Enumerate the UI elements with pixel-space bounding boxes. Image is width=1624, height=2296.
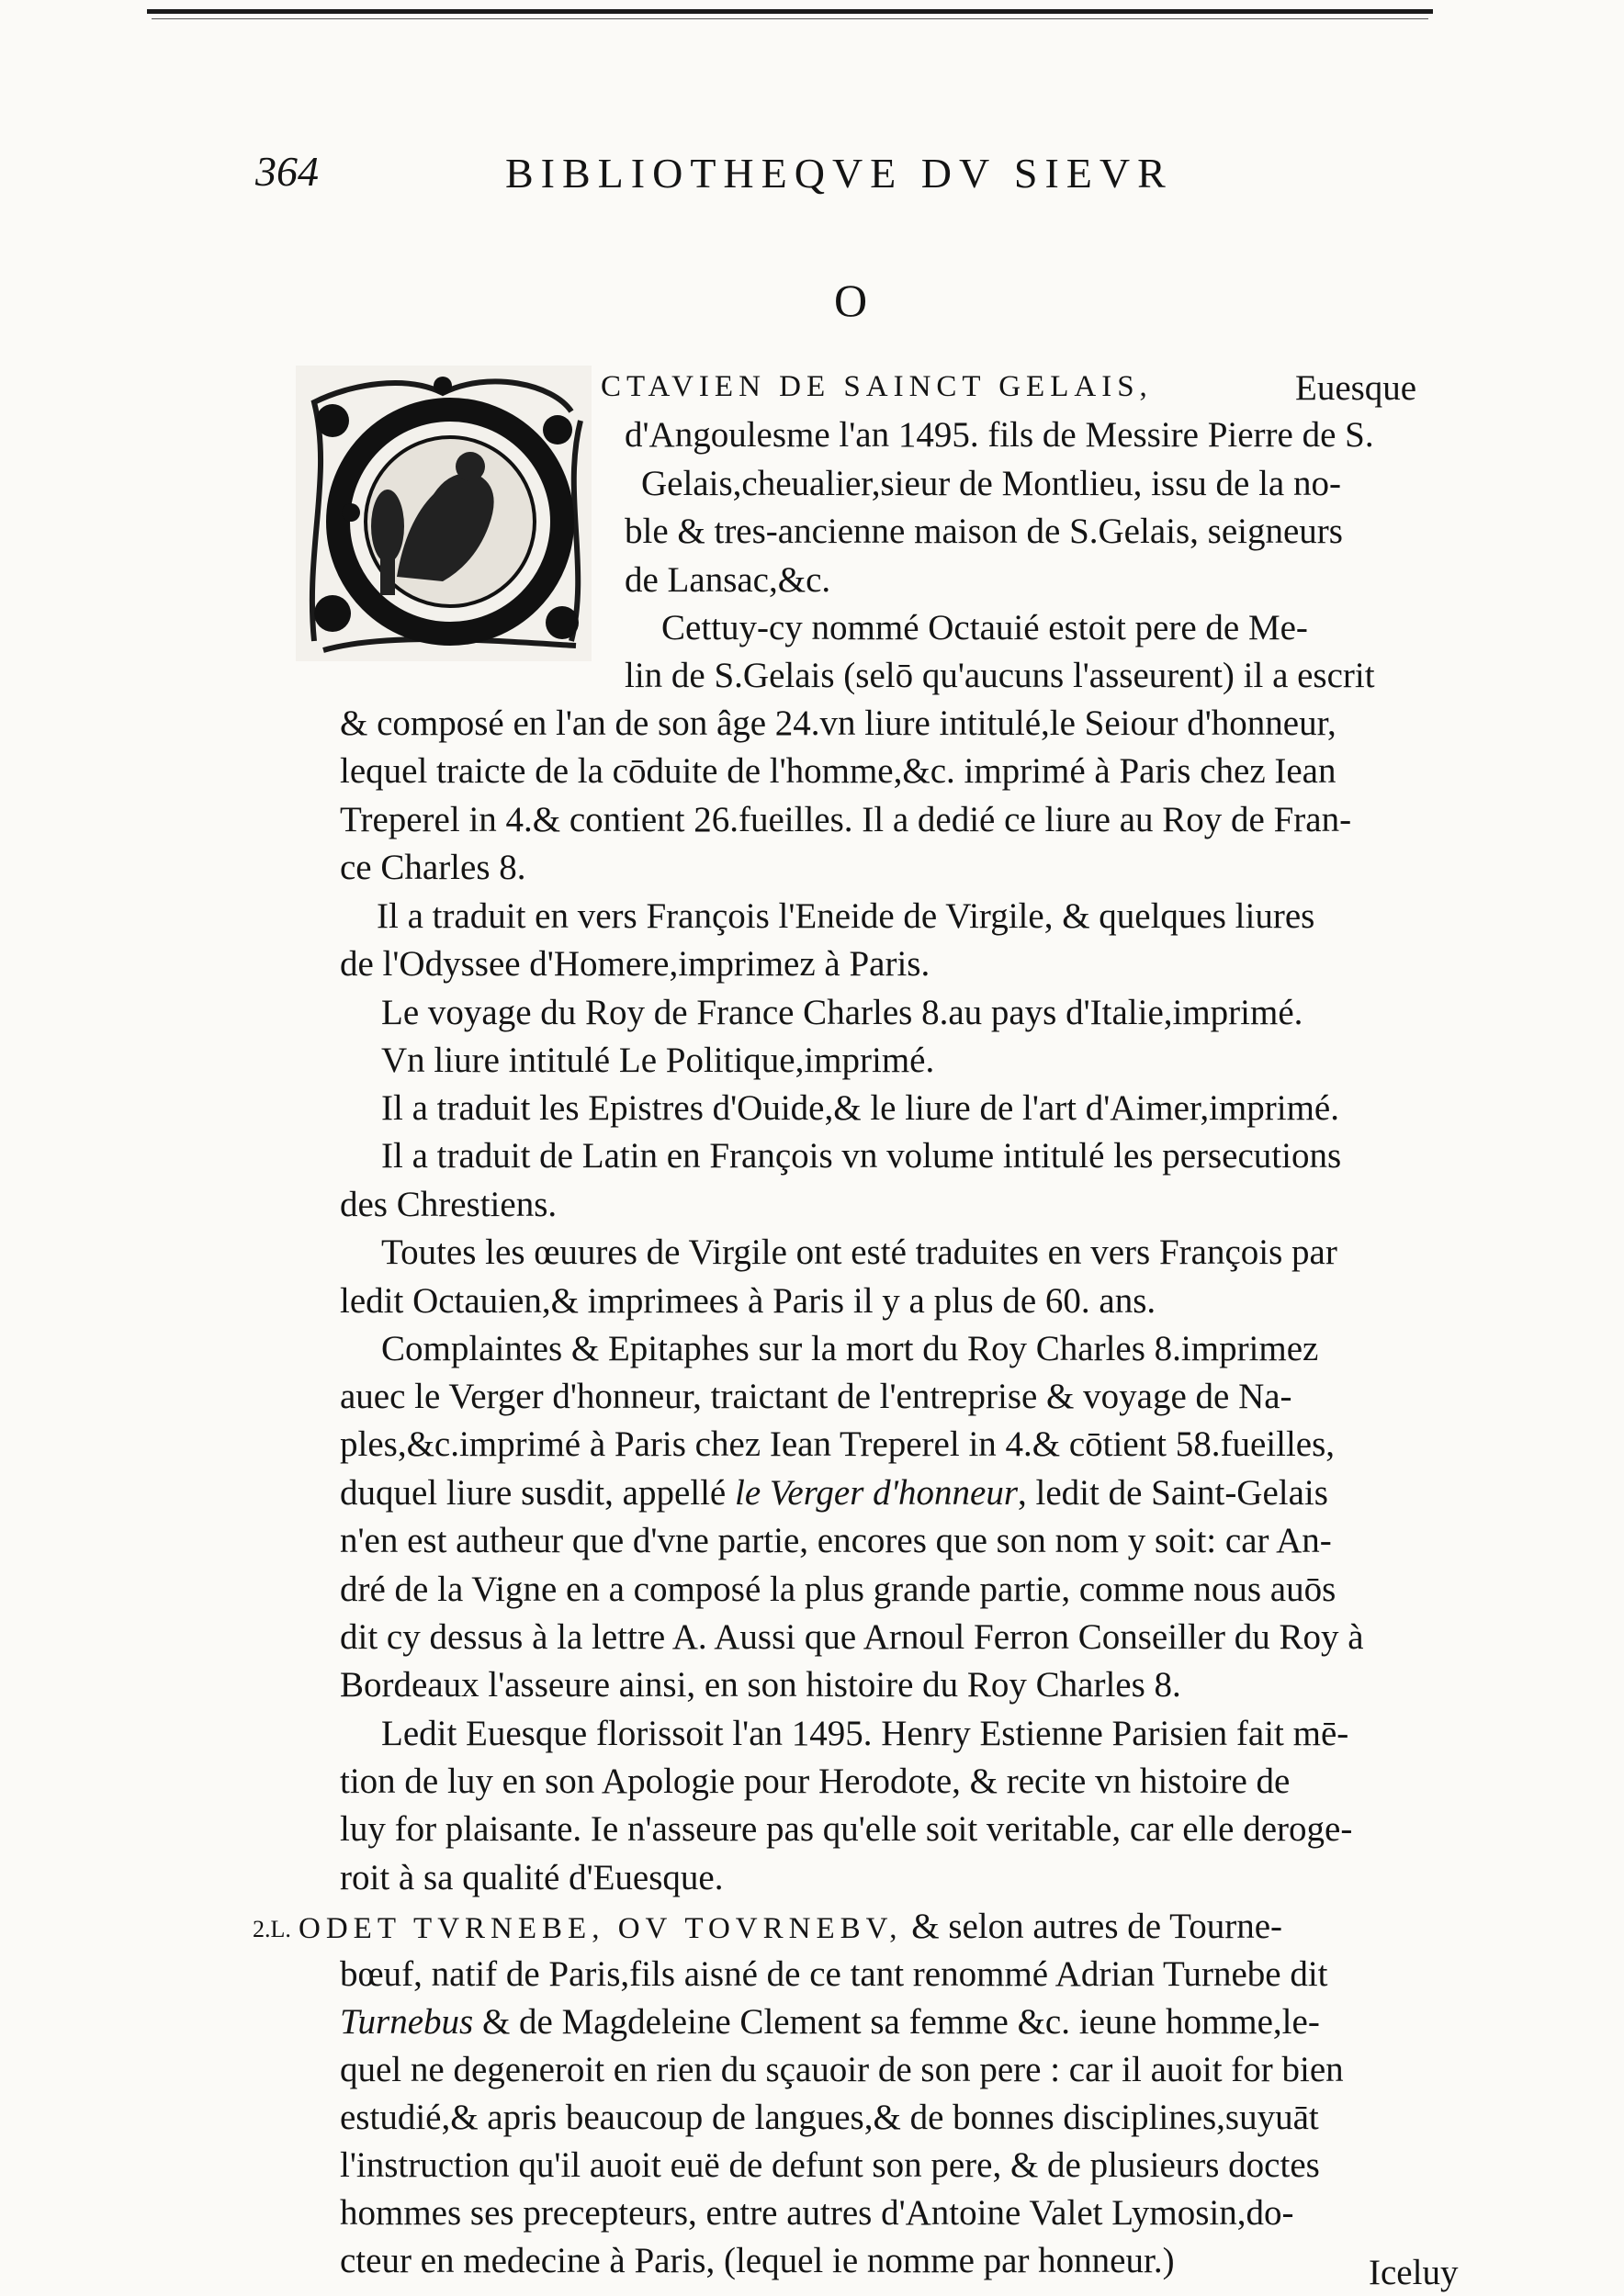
text-line: l'instruction qu'il auoit euë de defunt son pere, & de plusieurs doctes bbox=[340, 2145, 1320, 2185]
text-line: Bordeaux l'asseure ainsi, en son histoire du Roy Charles 8. bbox=[340, 1665, 1181, 1705]
top-rule bbox=[147, 9, 1433, 14]
text-line: hommes ses precepteurs, entre autres d'Antoine Valet Lymosin,do- bbox=[340, 2193, 1294, 2233]
text-line: de l'Odyssee d'Homere,imprimez à Paris. bbox=[340, 944, 930, 984]
text-line: cteur en medecine à Paris, (lequel ie nomme par honneur.) bbox=[340, 2241, 1175, 2280]
text-line: Treperel in 4.& contient 26.fueilles. Il a dedié ce liure au Roy de Fran- bbox=[340, 800, 1352, 839]
text-line: de Lansac,&c. bbox=[625, 560, 831, 600]
text-line: Ledit Euesque florissoit l'an 1495. Henry Estienne Parisien fait mē- bbox=[381, 1714, 1349, 1753]
section-letter: O bbox=[834, 275, 868, 326]
name-turnebus: Turnebus bbox=[340, 2002, 474, 2042]
text-line: auec le Verger d'honneur, traictant de l'entreprise & voyage de Na- bbox=[340, 1377, 1292, 1416]
text-line: roit à sa qualité d'Euesque. bbox=[340, 1858, 724, 1897]
text-line: Toutes les œuures de Virgile ont esté traduites en vers François par bbox=[381, 1232, 1337, 1272]
text-line: dit cy dessus à la lettre A. Aussi que Arnoul Ferron Conseiller du Roy à bbox=[340, 1617, 1364, 1657]
text-line: ples,&c.imprimé à Paris chez Iean Treperel in 4.& cōtient 58.fueilles, bbox=[340, 1424, 1336, 1464]
running-head: BIBLIOTHEQVE DV SIEVR bbox=[505, 150, 1173, 197]
text-line: dré de la Vigne en a composé la plus grande partie, comme nous auōs bbox=[340, 1570, 1336, 1609]
text-line: lequel traicte de la cōduite de l'homme,&c. imprimé à Paris chez Iean bbox=[340, 751, 1336, 791]
title-verger-dhonneur: le Verger d'honneur bbox=[735, 1473, 1019, 1513]
text-line: Le voyage du Roy de France Charles 8.au pays d'Italie,imprimé. bbox=[381, 993, 1303, 1032]
text-line-verger: duquel liure susdit, appellé le Verger d'honneur, ledit de Saint-Gelais bbox=[340, 1473, 1328, 1513]
text-line-turnebus: Turnebus & de Magdeleine Clement sa femme &c. ieune homme,le- bbox=[340, 2002, 1320, 2042]
text-line: Il a traduit de Latin en François vn volume intitulé les persecutions bbox=[381, 1136, 1342, 1176]
text-line: ce Charles 8. bbox=[340, 848, 526, 887]
entry-odet-first-line: ODET TVRNEBE, OV TOVRNEBV, & selon autres de Tourne- bbox=[299, 1907, 1283, 1946]
text-line: lin de S.Gelais (selō qu'aucuns l'asseurent) il a escrit bbox=[625, 656, 1375, 695]
text-line: Il a traduit les Epistres d'Ouide,& le liure de l'art d'Aimer,imprimé. bbox=[381, 1088, 1339, 1128]
text-line: bœuf, natif de Paris,fils aisné de ce tant renommé Adrian Turnebe dit bbox=[340, 1954, 1328, 1994]
text-line: Vn liure intitulé Le Politique,imprimé. bbox=[381, 1041, 935, 1080]
text-line: Euesque bbox=[1295, 368, 1417, 408]
text-line: Cettuy-cy nommé Octauié estoit pere de Me- bbox=[661, 608, 1308, 647]
text-line: des Chrestiens. bbox=[340, 1185, 558, 1224]
text-line: n'en est autheur que d'vne partie, encores que son nom y soit: car An- bbox=[340, 1521, 1332, 1560]
top-rule-thin bbox=[152, 18, 1428, 19]
text-line: ble & tres-ancienne maison de S.Gelais, seigneurs bbox=[625, 512, 1343, 551]
text-line: tion de luy en son Apologie pour Herodote, & recite vn histoire de bbox=[340, 1761, 1291, 1801]
text-line: & composé en l'an de son âge 24.vn liure intitulé,le Seiour d'honneur, bbox=[340, 703, 1336, 743]
text-line: ledit Octauien,& imprimees à Paris il y a plus de 60. ans. bbox=[340, 1281, 1156, 1321]
entry-octavien-name: CTAVIEN DE SAINCT GELAIS, bbox=[601, 370, 1153, 403]
page-number: 364 bbox=[255, 148, 319, 195]
text-line: luy for plaisante. Ie n'asseure pas qu'elle soit veritable, car elle deroge- bbox=[340, 1809, 1353, 1849]
text-line: Complaintes & Epitaphes sur la mort du Roy Charles 8.imprimez bbox=[381, 1329, 1319, 1368]
text-line: Gelais,cheualier,sieur de Montlieu, issu de la no- bbox=[641, 464, 1341, 503]
catchword: Iceluy bbox=[1369, 2253, 1459, 2292]
ornamental-initial-o-icon bbox=[296, 366, 592, 661]
text-line: quel ne degeneroit en rien du sçauoir de son pere : car il auoit for bien bbox=[340, 2050, 1344, 2089]
entry-odet-name: ODET TVRNEBE, OV TOVRNEBV, bbox=[299, 1912, 903, 1945]
margin-mark: 2.L. bbox=[253, 1916, 291, 1942]
text-line: Il a traduit en vers François l'Eneide de Virgile, & quelques liures bbox=[377, 896, 1315, 936]
text-line: estudié,& apris beaucoup de langues,& de bonnes disciplines,suyuāt bbox=[340, 2098, 1319, 2137]
text-line: d'Angoulesme l'an 1495. fils de Messire Pierre de S. bbox=[625, 415, 1374, 455]
